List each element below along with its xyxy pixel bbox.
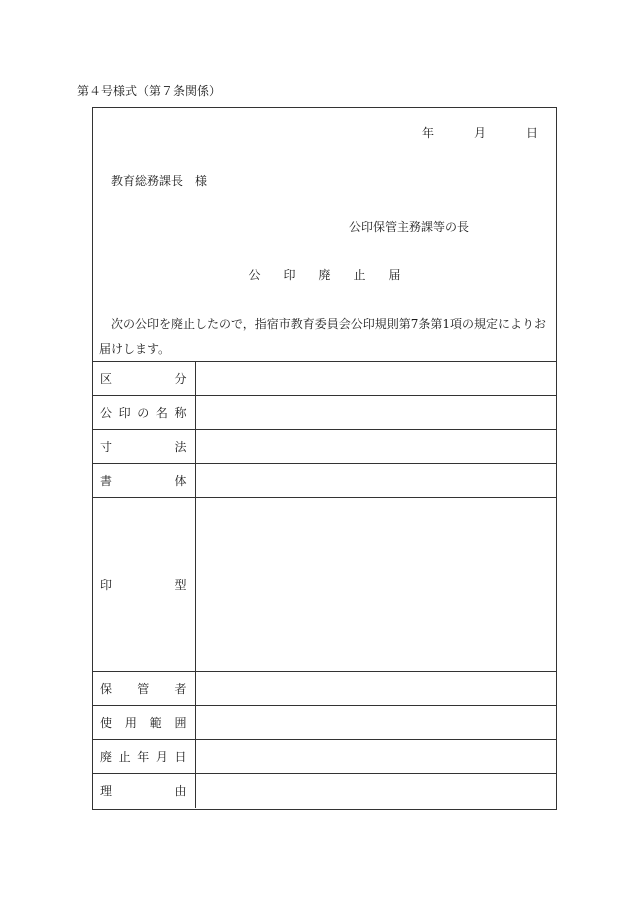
title-char: 届 (388, 268, 401, 282)
table-row (93, 498, 557, 672)
row-label-typeface: 書 体 (93, 464, 195, 498)
form-frame (92, 107, 557, 810)
field-custodian[interactable] (195, 672, 557, 706)
field-reason[interactable] (195, 774, 557, 808)
title-char: 公 (248, 268, 284, 282)
date-line (422, 126, 538, 140)
title-char: 止 (353, 268, 389, 282)
sender: 公印保管主務課等の長 (349, 220, 470, 234)
field-seal-impression[interactable] (195, 498, 557, 672)
table-row (93, 740, 557, 774)
field-category[interactable] (195, 362, 557, 396)
row-label-scope-of-use: 使 用 範 囲 (93, 706, 195, 740)
day-label: 日 (525, 126, 538, 140)
row-label-seal-impression: 印 型 (93, 498, 195, 672)
field-seal-name[interactable] (195, 396, 557, 430)
row-label-seal-name: 公 印 の 名 称 (93, 396, 195, 430)
table-row (93, 464, 557, 498)
field-dimensions[interactable] (195, 430, 557, 464)
statement: 次の公印を廃止したので，指宿市教育委員会公印規則第7条第1項の規定によりお届けします。 (99, 317, 547, 356)
field-typeface[interactable] (195, 464, 557, 498)
table-row (93, 362, 557, 396)
addressee: 教育総務課長 様 (111, 174, 208, 188)
form-title (93, 268, 556, 282)
row-label-category: 区 分 (93, 362, 195, 396)
form-number: 第４号様式（第７条関係） (77, 84, 222, 98)
title-char: 印 (283, 268, 319, 282)
table-row (93, 396, 557, 430)
table-row (93, 774, 557, 808)
field-abolition-date[interactable] (195, 740, 557, 774)
row-label-custodian: 保 管 者 (93, 672, 195, 706)
title-char: 廃 (318, 268, 354, 282)
row-label-dimensions: 寸 法 (93, 430, 195, 464)
year-label: 年 (421, 126, 434, 140)
row-label-abolition-date: 廃 止 年 月 日 (93, 740, 195, 774)
month-label: 月 (473, 126, 486, 140)
table-row (93, 706, 557, 740)
field-scope-of-use[interactable] (195, 706, 557, 740)
row-label-reason: 理 由 (93, 774, 195, 808)
fields-table (93, 361, 557, 808)
table-row (93, 430, 557, 464)
table-row (93, 672, 557, 706)
